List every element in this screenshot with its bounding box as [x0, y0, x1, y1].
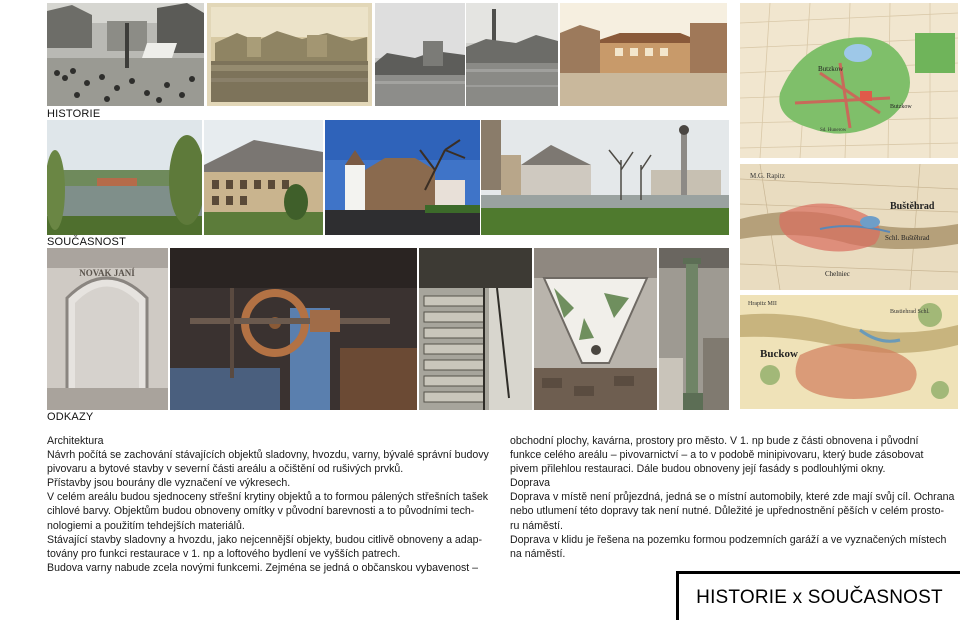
left-line-3: Přístavby jsou bourány dle vyznačení ve výkresech. [47, 477, 291, 490]
map1-label-b: Butzkow [890, 104, 912, 110]
malt-kiln-inscription-photo [47, 248, 168, 410]
historic-brewery-pond-photo [375, 3, 465, 106]
military-survey-map [740, 164, 958, 290]
right-line-8: na náměstí. [510, 547, 566, 560]
right-line-0: obchodní plochy, kavárna, prostory pro město. V 1. np bude z části obnovena i původní [510, 435, 919, 447]
historic-chimney-pond-photo [466, 3, 558, 106]
map3-label-a: Buckow [760, 348, 798, 360]
map2-label-b: Buštěhrad [890, 201, 935, 212]
stable-cadastre-map [740, 3, 958, 158]
map1-label-a: Butzkow [818, 65, 844, 73]
left-line-9: Budova varny nabude zcela novými funkcemi. Zejména se jedná o občanskou vybavenost – [47, 561, 479, 574]
map1-label-c: Sd. Hunerow [820, 128, 847, 133]
left-line-4: V celém areálu budou sjednoceny střešní krytiny objektů a to formou pálených střešních tašek [47, 491, 489, 504]
church-today-photo [325, 120, 480, 235]
section-label-odkazy: ODKAZY [47, 411, 94, 423]
left-line-2: pivovaru a bytové stavby v severní části areálu a očištění od rušivých prvků. [47, 463, 404, 476]
kiln-inscription-text: NOVAK JANÍ [79, 268, 135, 278]
right-line-2: pivem přilehlou restauraci. Dále budou obnoveny její fasády s podlouhlými okny. [510, 463, 886, 476]
cast-iron-column-photo [659, 248, 729, 410]
page-title: HISTORIE x SOUČASNOST [676, 571, 960, 620]
section-label-historie: HISTORIE [47, 108, 101, 120]
historic-market-square-photo [47, 3, 204, 106]
malt-hopper-photo [534, 248, 657, 410]
historic-square-postcard [560, 3, 727, 106]
old-colored-map [740, 295, 958, 409]
right-line-7: Doprava v klidu je řešena na pozemku formou podzemních garáží a ve vyznačených místech [510, 533, 947, 546]
iron-staircase-photo [419, 248, 532, 410]
left-line-6: nologiemi a použitím tehdejších materiálů. [47, 519, 245, 532]
right-line-3: Doprava [510, 477, 551, 490]
flywheel-machinery-photo [170, 248, 417, 410]
section-label-soucasnost: SOUČASNOST [47, 236, 127, 248]
map3-label-b: Bustiehrad Schl. [890, 309, 930, 315]
pond-today-photo [47, 120, 202, 235]
map2-label-d: Chelniec [825, 270, 850, 278]
text-column-right [510, 434, 960, 561]
map2-label-a: M.G. Rapitz [750, 172, 785, 180]
text-column-left [47, 434, 502, 575]
right-line-6: ru náměstí. [510, 519, 563, 532]
left-line-0: Architektura [47, 435, 104, 447]
square-column-today-photo [481, 120, 729, 235]
historic-pond-postcard [207, 3, 372, 106]
left-line-5: cihlové barvy. Objektům budou obnoveny omítky v původní barevnosti a to původními tech- [47, 505, 475, 518]
svg-text:Hrapitz MII: Hrapitz MII [748, 301, 777, 307]
map2-label-c: Schl. Buštěhrad [885, 234, 930, 242]
malthouse-today-photo [204, 120, 323, 235]
right-line-1: funkce celého areálu – pivovarnictví – a to v podobě minipivovaru, který bude zásobovat [510, 449, 924, 462]
left-line-8: továny pro funkci restaurace v 1. np a loftového bydlení ve vyšších patrech. [47, 547, 401, 560]
left-line-1: Návrh počítá se zachování stávajících objektů sladovny, hvozdu, varny, bývalé správní budovy [47, 449, 489, 462]
right-line-4: Doprava v místě není průjezdná, jedná se o místní automobily, které zde mají svůj cíl. Ochrana [510, 491, 955, 504]
left-line-7: Stávající stavby sladovny a hvozdu, jako nejcennější objekty, budou citlivě obnoveny a adap- [47, 533, 483, 546]
right-line-5: nebo utlumení této dopravy tak není nutné. Důležité je upřednostnění pěších v celém prosto- [510, 505, 945, 518]
